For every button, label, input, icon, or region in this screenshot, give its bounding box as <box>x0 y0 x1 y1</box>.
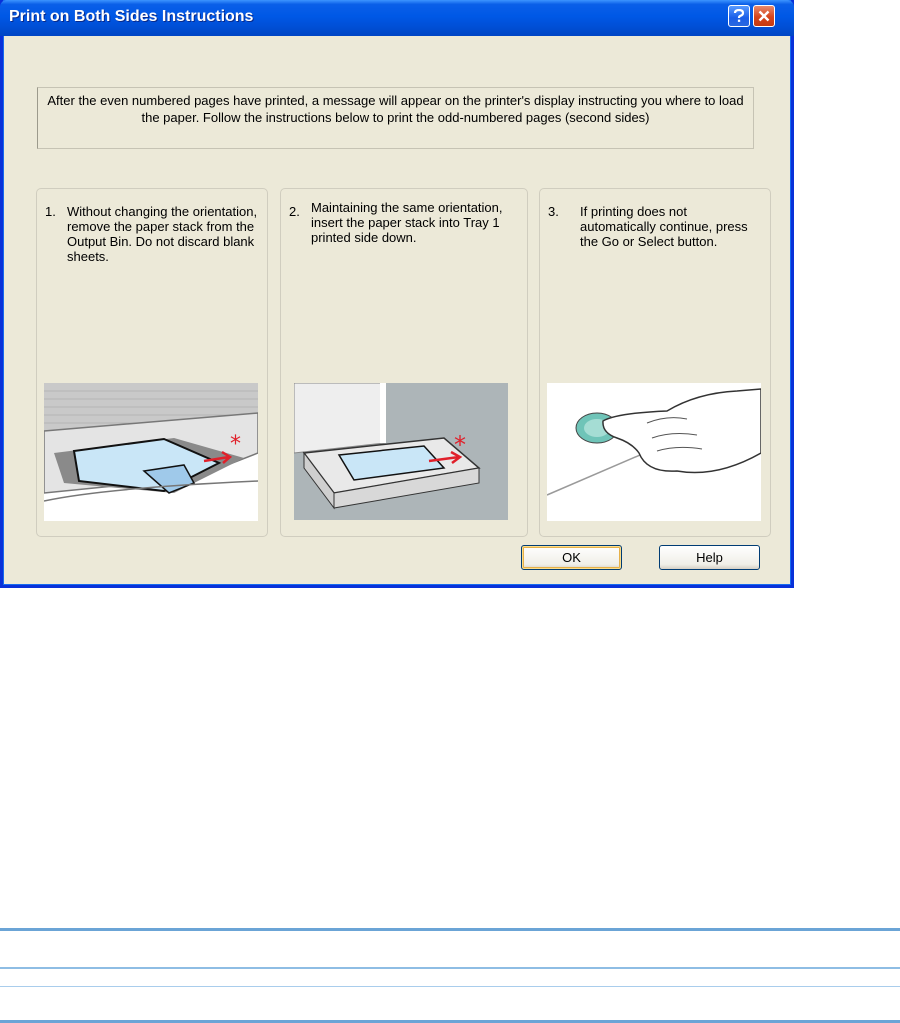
step-panel-2 <box>280 188 528 537</box>
step-2-instruction <box>289 200 519 245</box>
step-3-instruction <box>548 204 762 249</box>
step-text: Without changing the orientation, remove the paper stack from the Output Bin. Do not discard blank sheets. <box>67 204 258 264</box>
title-help-button[interactable] <box>728 5 750 27</box>
title-close-button[interactable] <box>753 5 775 27</box>
question-mark-icon <box>733 9 745 23</box>
step-text: If printing does not automatically continue, press the Go or Select button. <box>580 204 748 249</box>
output-bin-illustration <box>44 383 258 521</box>
svg-text:*: * <box>454 431 466 459</box>
dialog-title: Print on Both Sides Instructions <box>9 8 254 25</box>
step-text: Maintaining the same orientation, insert the paper stack into Tray 1 printed side down. <box>311 200 503 245</box>
ok-button[interactable]: OK <box>521 545 622 570</box>
step-number: 2. <box>289 204 300 219</box>
intro-text: After the even numbered pages have printed, a message will appear on the printer's display instructing you where to load the paper. Follow the instructions below to print the odd-numbered pages (second sides) <box>47 93 744 125</box>
press-button-illustration <box>547 383 761 521</box>
step-number: 1. <box>45 204 56 219</box>
svg-text:*: * <box>230 432 241 457</box>
step-number: 3. <box>548 204 559 219</box>
page-divider <box>0 928 900 931</box>
help-button[interactable]: Help <box>659 545 760 570</box>
step-panel-1 <box>36 188 268 537</box>
page-divider <box>0 967 900 969</box>
close-x-icon <box>758 10 770 22</box>
intro-text-box <box>37 87 754 149</box>
step-1-instruction <box>45 204 259 264</box>
step-panel-3 <box>539 188 771 537</box>
title-bar[interactable] <box>0 0 794 36</box>
tray-insert-illustration <box>294 383 508 520</box>
page-divider <box>0 986 900 987</box>
